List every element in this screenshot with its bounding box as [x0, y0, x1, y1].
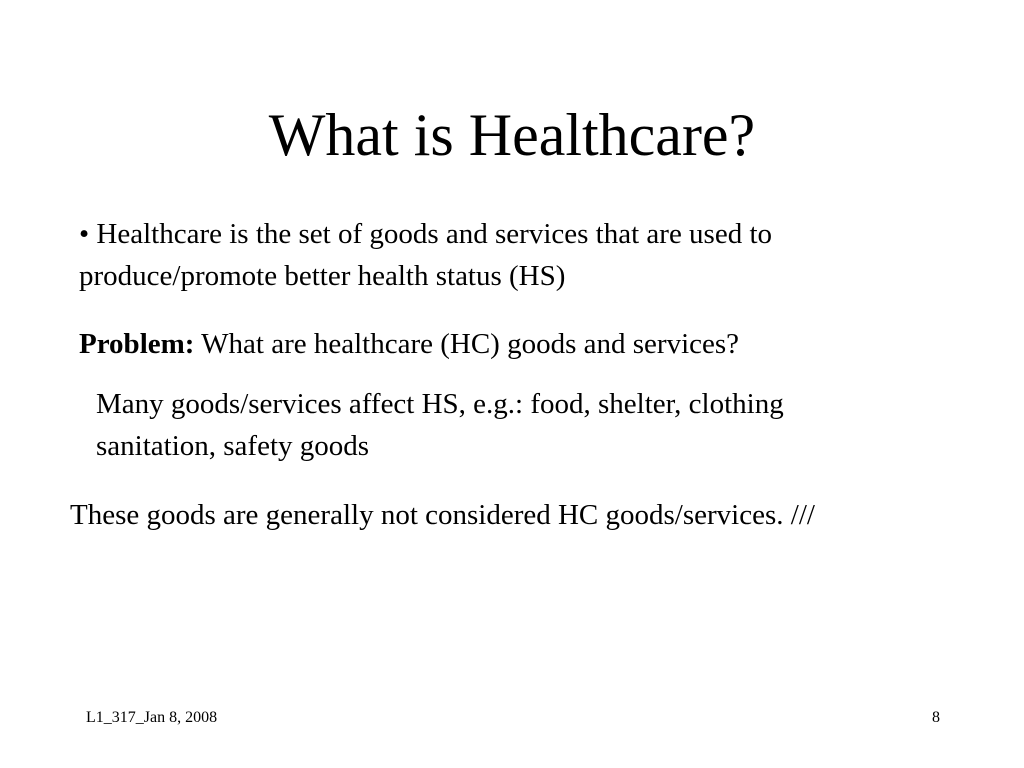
slide-title: What is Healthcare?	[268, 102, 756, 168]
problem-text: What are healthcare (HC) goods and services?	[194, 328, 740, 360]
examples-line-2: sanitation, safety goods	[96, 430, 370, 462]
definition-line-1: • Healthcare is the set of goods and services that are used to	[79, 218, 773, 250]
problem-statement	[79, 323, 959, 365]
definition-bullet	[79, 213, 959, 297]
examples-paragraph	[96, 383, 976, 467]
conclusion-statement: These goods are generally not considered HC goods/services. ///	[70, 499, 815, 531]
definition-line-2: produce/promote better health status (HS)	[79, 260, 566, 292]
page-number: 8	[932, 709, 940, 726]
problem-label: Problem:	[79, 328, 195, 360]
examples-line-1: Many goods/services affect HS, e.g.: food, shelter, clothing	[96, 388, 784, 420]
footer-label: L1_317_Jan 8, 2008	[86, 709, 218, 726]
